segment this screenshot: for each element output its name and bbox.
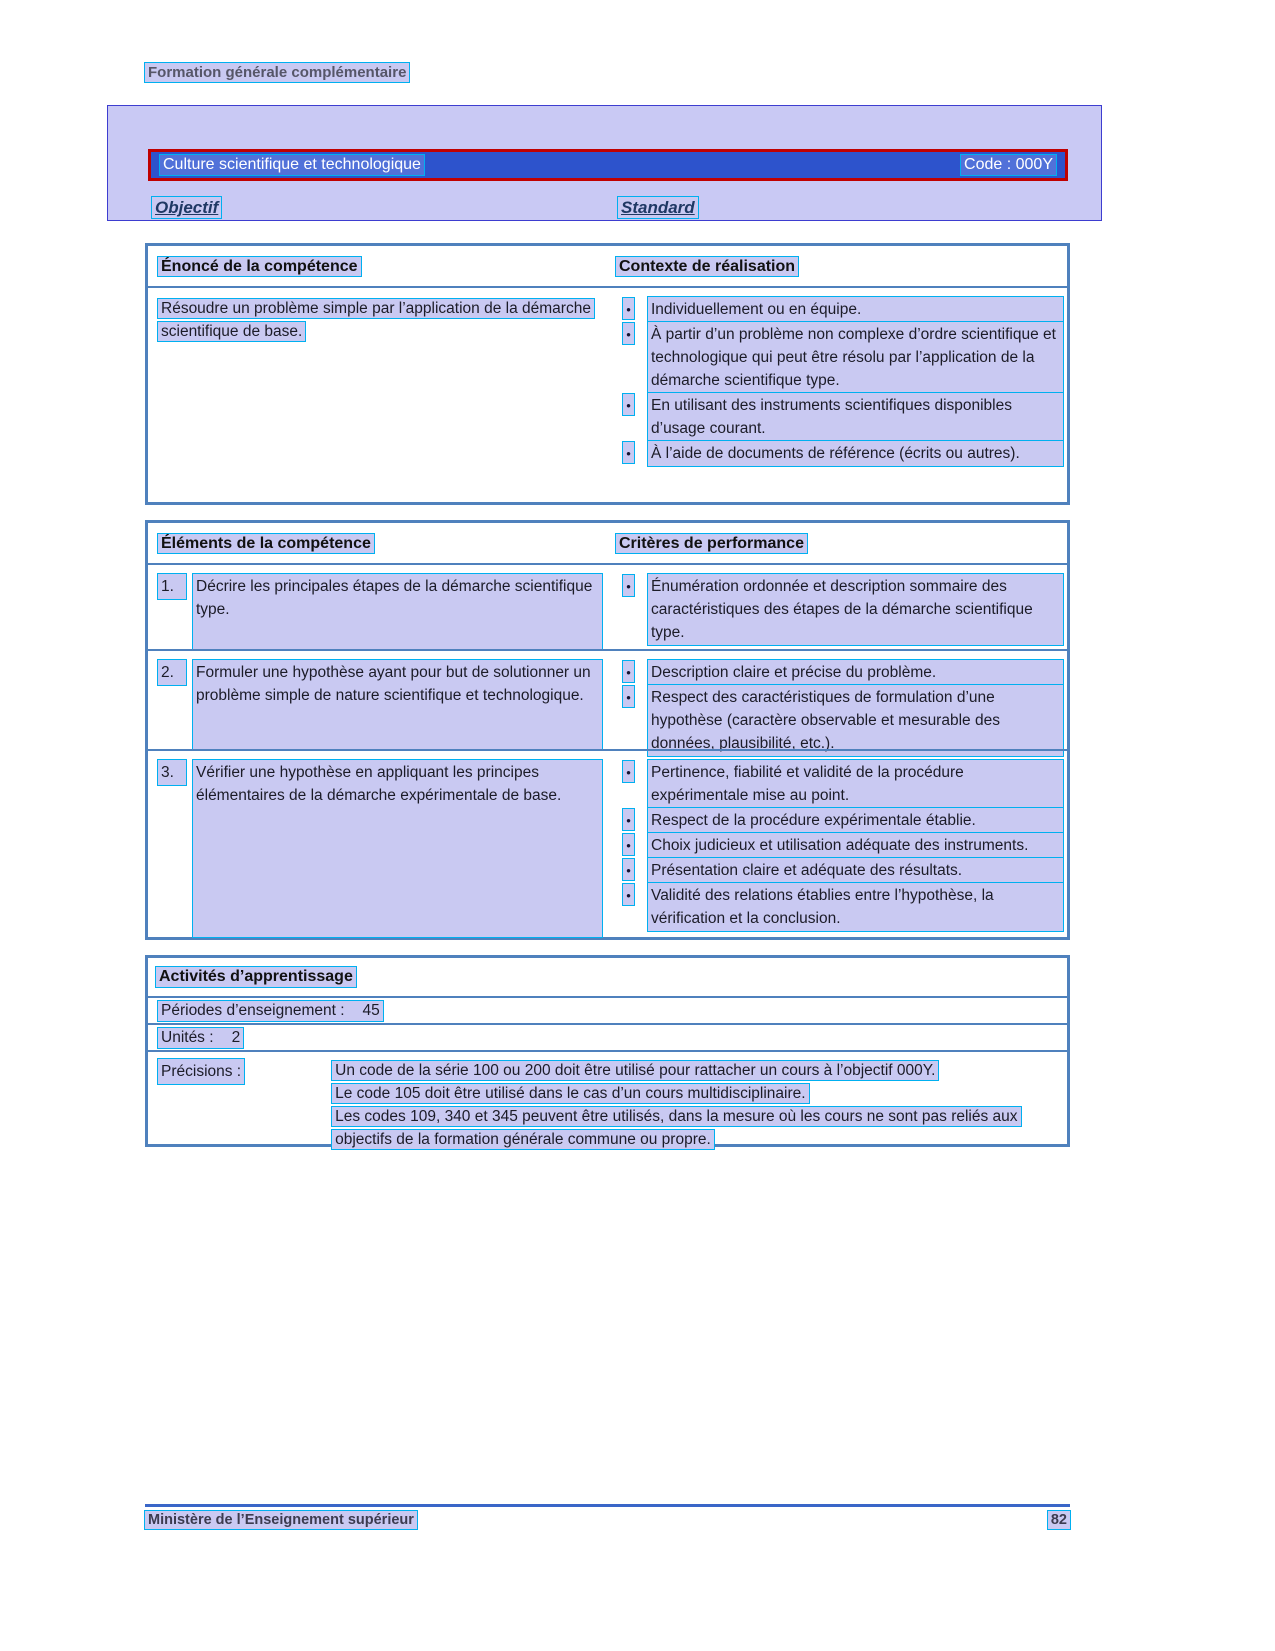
list-item	[623, 883, 1063, 931]
list-item	[623, 660, 1063, 685]
periods-value: 45	[362, 1001, 380, 1019]
bullet-icon: •	[623, 859, 634, 880]
list-item	[623, 322, 1063, 393]
table-row	[148, 749, 1067, 937]
element-text: Vérifier une hypothèse en appliquant les principes élémentaires de la démarche expérimentale de base.	[193, 760, 602, 937]
bullet-icon: •	[623, 298, 634, 319]
competence-statement-cell	[148, 288, 616, 502]
competence-table-header	[148, 246, 1067, 288]
units-row	[148, 1025, 1067, 1052]
objectif-label: Objectif	[152, 198, 221, 218]
bullet-icon: •	[623, 809, 634, 830]
context-list	[616, 297, 1063, 466]
footer-text: Ministère de l’Enseignement supérieur	[145, 1511, 417, 1529]
precisions-text	[332, 1059, 1061, 1151]
standard-label: Standard	[618, 198, 698, 218]
list-item-text: Respect de la procédure expérimentale établie.	[648, 808, 1063, 833]
criteria-cell	[616, 651, 1067, 752]
list-item	[623, 393, 1063, 441]
course-title: Culture scientifique et technologique	[160, 155, 424, 175]
elements-table-header	[148, 523, 1067, 565]
context-cell	[616, 288, 1067, 502]
precisions-row	[148, 1052, 1067, 1151]
bullet-icon: •	[623, 442, 634, 463]
row-number: 1.	[158, 574, 186, 599]
list-item-text: Description claire et précise du problème.	[648, 660, 1063, 685]
bullet-icon: •	[623, 686, 634, 707]
competence-table	[145, 243, 1070, 505]
title-box	[107, 105, 1102, 221]
bullet-icon: •	[623, 394, 634, 415]
bullet-icon: •	[623, 575, 634, 596]
element-text: Formuler une hypothèse ayant pour but de solutionner un problème simple de nature scientifique et technologique.	[193, 660, 602, 749]
criteria-cell	[616, 565, 1067, 649]
list-item-text: Énumération ordonnée et description sommaire des caractéristiques des étapes de la démarche scientifique type.	[648, 574, 1063, 645]
criteria-list	[616, 760, 1063, 931]
list-item-text: Respect des caractéristiques de formulation d’une hypothèse (caractère observable et mesurable des données, plausibilité, etc.).	[648, 685, 1063, 756]
bullet-icon: •	[623, 884, 634, 905]
list-item	[623, 574, 1063, 645]
list-item-text: Pertinence, fiabilité et validité de la procédure expérimentale mise au point.	[648, 760, 1063, 808]
precisions-label: Précisions :	[158, 1059, 244, 1084]
list-item-text: À partir d’un problème non complexe d’ordre scientifique et technologique qui peut être résolu par l’application de la démarche scientifique type.	[648, 322, 1063, 393]
header-cell-elements: Éléments de la compétence	[148, 532, 616, 555]
competence-statement: Résoudre un problème simple par l’application de la démarche scientifique de base.	[158, 299, 594, 341]
bullet-icon: •	[623, 661, 634, 682]
list-item-text: Choix judicieux et utilisation adéquate des instruments.	[648, 833, 1063, 858]
periods-text	[158, 1001, 383, 1021]
list-item-text: Individuellement ou en équipe.	[648, 297, 1063, 322]
precision-line: Le code 105 doit être utilisé dans le cas d’un cours multidisciplinaire.	[332, 1082, 1061, 1105]
section-label-text: Formation générale complémentaire	[145, 63, 409, 82]
row-number: 2.	[158, 660, 186, 685]
list-item	[623, 833, 1063, 858]
list-item	[623, 760, 1063, 808]
bullet-icon: •	[623, 323, 634, 344]
precision-line: Les codes 109, 340 et 345 peuvent être utilisés, dans la mesure où les cours ne sont pas reliés aux objectifs de la formation générale commune ou propre.	[332, 1105, 1061, 1151]
header-cell-criteres: Critères de performance	[616, 532, 1067, 555]
header-cell-enonce: Énoncé de la compétence	[148, 255, 616, 278]
periods-row	[148, 998, 1067, 1025]
units-value: 2	[231, 1028, 241, 1046]
header-cell-contexte: Contexte de réalisation	[616, 255, 1067, 278]
bullet-icon: •	[623, 834, 634, 855]
list-item-text: À l’aide de documents de référence (écrits ou autres).	[648, 441, 1063, 466]
activities-table	[145, 955, 1070, 1147]
activities-title: Activités d’apprentissage	[156, 967, 356, 987]
list-item	[623, 685, 1063, 756]
table-row	[148, 649, 1067, 752]
list-item-text: Présentation claire et adéquate des résultats.	[648, 858, 1063, 883]
elements-table	[145, 520, 1070, 940]
footer-rule	[145, 1504, 1070, 1507]
list-item	[623, 297, 1063, 322]
element-cell	[148, 651, 616, 749]
criteria-cell	[616, 751, 1067, 937]
page-number: 82	[1048, 1511, 1070, 1529]
activities-header	[148, 958, 1067, 998]
course-title-bar	[148, 149, 1068, 181]
table-row	[148, 565, 1067, 649]
element-cell	[148, 751, 616, 937]
units-label: Unités :	[161, 1028, 214, 1046]
competence-row	[148, 288, 1067, 502]
page-footer	[145, 1511, 1070, 1529]
units-text	[158, 1028, 243, 1048]
element-cell	[148, 565, 616, 649]
periods-label: Périodes d’enseignement :	[161, 1001, 345, 1019]
list-item-text: En utilisant des instruments scientifiques disponibles d’usage courant.	[648, 393, 1063, 441]
row-number: 3.	[158, 760, 186, 785]
list-item	[623, 808, 1063, 833]
criteria-list	[616, 660, 1063, 756]
element-text: Décrire les principales étapes de la démarche scientifique type.	[193, 574, 602, 649]
course-code: Code : 000Y	[961, 155, 1056, 175]
document-section-label	[145, 64, 409, 81]
list-item-text: Validité des relations établies entre l’hypothèse, la vérification et la conclusion.	[648, 883, 1063, 931]
criteria-list	[616, 574, 1063, 645]
bullet-icon: •	[623, 761, 634, 782]
list-item	[623, 441, 1063, 466]
precision-line: Un code de la série 100 ou 200 doit être utilisé pour rattacher un cours à l’objectif 000Y.	[332, 1059, 1061, 1082]
list-item	[623, 858, 1063, 883]
